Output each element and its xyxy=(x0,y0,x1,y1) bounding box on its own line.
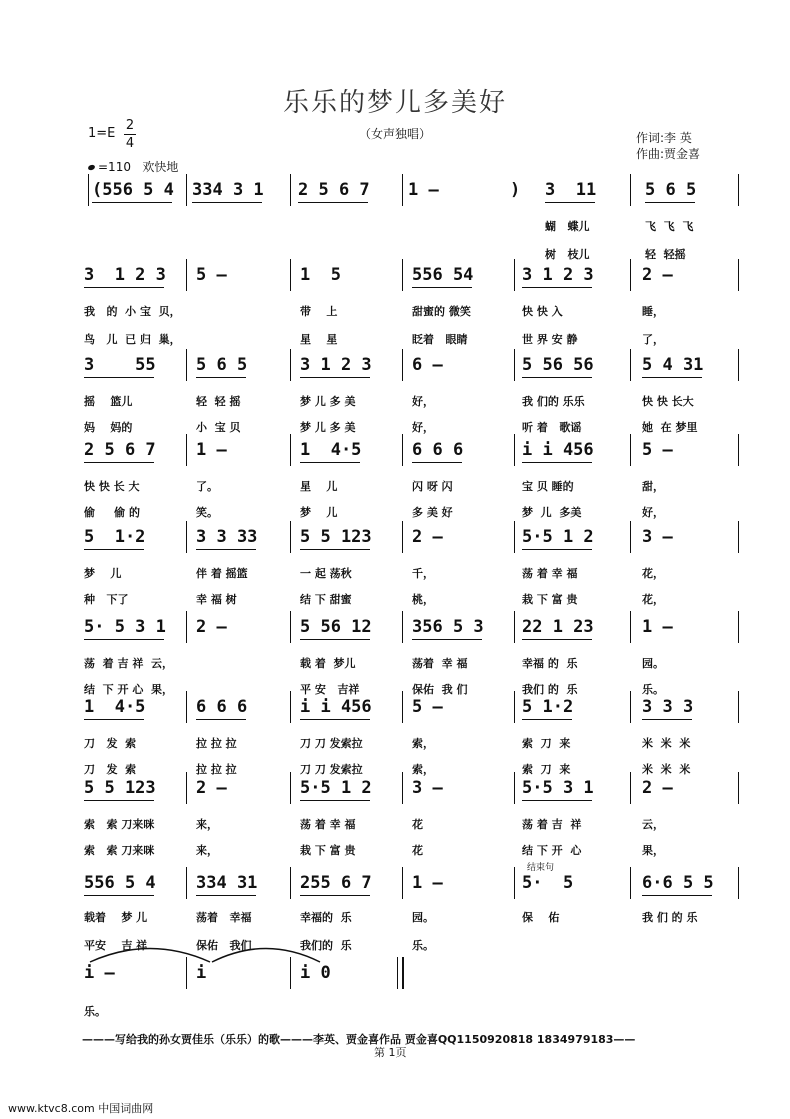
lyric-verse-1: 载着 梦 儿 xyxy=(84,911,148,924)
lyric-verse-2: 索， xyxy=(412,763,434,776)
measure-notes: 5 6 5 xyxy=(645,180,697,200)
lyric-verse-1: 甜， xyxy=(642,480,664,493)
measure-notes: 5 – xyxy=(642,440,673,460)
measure-notes: 6 – xyxy=(412,355,443,375)
lyric-verse-1: 快 快 长大 xyxy=(642,395,694,408)
lyric-verse-1: 索 索 刀来咪 xyxy=(84,818,155,831)
lyric-verse-2: 索 刀 来 xyxy=(522,763,571,776)
lyric-verse-1: 索， xyxy=(412,737,434,750)
lyric-verse-1: 园。 xyxy=(412,911,434,924)
lyric-verse-1: 米 米 米 xyxy=(642,737,691,750)
lyric-verse-2: 了， xyxy=(642,333,664,346)
measure-notes: 2 – xyxy=(196,617,227,637)
lyric-verse-2: 多 美 好 xyxy=(412,506,453,519)
lyric-verse-2: 栽 下 富 贵 xyxy=(522,593,578,606)
footer-credit: ———写给我的孙女贾佳乐（乐乐）的歌———李英、贾金喜作品 贾金喜QQ1150920818 1834979183—— xyxy=(82,1033,636,1046)
lyric-verse-2: 梦 儿 多 美 xyxy=(300,421,356,434)
measure-notes: 2 5 6 7 xyxy=(298,180,370,200)
measure-notes: i xyxy=(196,963,207,983)
measure-notes: 2 – xyxy=(196,778,227,798)
measure-notes: 5·5 1 2 xyxy=(300,778,372,798)
measure-notes: i i 456 xyxy=(522,440,594,460)
measure-notes: 2 5 6 7 xyxy=(84,440,156,460)
measure-notes: i 0 xyxy=(300,963,331,983)
lyric-verse-1: 梦 儿 xyxy=(84,567,122,580)
time-signature-top: 2 xyxy=(125,118,135,133)
lyric-verse-2: 栽 下 富 贵 xyxy=(300,844,356,857)
lyric-verse-1: 拉 拉 拉 xyxy=(196,737,237,750)
lyric-verse-1: 轻 轻 摇 xyxy=(196,395,241,408)
key-signature: 1=E xyxy=(88,126,116,141)
lyric-verse-2: 轻 轻摇 xyxy=(645,248,686,261)
lyric-verse-1: 荡 着 幸 福 xyxy=(522,567,578,580)
lyric-verse-2: 米 米 米 xyxy=(642,763,691,776)
lyric-verse-2: 我们 的 乐 xyxy=(522,683,578,696)
measure-notes: 5 1·2 xyxy=(522,697,574,717)
lyric-verse-1: 快 快 入 xyxy=(522,305,563,318)
tempo-value: =110 xyxy=(98,160,131,174)
final-lyric: 乐。 xyxy=(84,1005,106,1018)
lyric-verse-1: 刀 发 索 xyxy=(84,737,137,750)
lyric-verse-1: 星 儿 xyxy=(300,480,338,493)
measure-notes: 5 56 56 xyxy=(522,355,594,375)
lyric-verse-1: 幸福 的 乐 xyxy=(522,657,578,670)
song-title: 乐乐的梦儿多美好 xyxy=(282,88,507,118)
lyric-verse-1: 梦 儿 多 美 xyxy=(300,395,356,408)
measure-notes: 5·5 1 2 xyxy=(522,527,594,547)
measure-notes: 5 56 12 xyxy=(300,617,372,637)
measure-notes: 2 – xyxy=(642,778,673,798)
lyric-verse-2: 树 枝儿 xyxy=(545,248,590,261)
lyric-verse-1: 来， xyxy=(196,818,218,831)
tie-arc xyxy=(90,949,210,963)
lyric-verse-2: 笑。 xyxy=(196,506,218,519)
lyric-verse-1: 载 着 梦儿 xyxy=(300,657,356,670)
lyric-verse-2: 星 星 xyxy=(300,333,338,346)
lyric-verse-1: 荡着 幸 福 xyxy=(412,657,468,670)
lyric-verse-2: 鸟 儿 已 归 巢， xyxy=(84,333,181,346)
lyric-verse-2: 平 安 吉祥 xyxy=(300,683,360,696)
measure-notes: 5·5 3 1 xyxy=(522,778,594,798)
lyric-verse-2: 种 下了 xyxy=(84,593,129,606)
measure-notes: 5 – xyxy=(196,265,227,285)
lyric-verse-1: 保 佑 xyxy=(522,911,560,924)
measure-notes: 5· 5 xyxy=(522,873,574,893)
lyric-verse-1: 我 们的 乐乐 xyxy=(522,395,585,408)
lyric-verse-2: 花， xyxy=(642,593,664,606)
measure-notes: 5· 5 3 1 xyxy=(84,617,166,637)
measure-notes: 3 – xyxy=(642,527,673,547)
lyric-verse-2: 保佑 我 们 xyxy=(412,683,468,696)
measure-notes: 3 1 2 3 xyxy=(522,265,594,285)
tie-arc xyxy=(212,949,320,963)
measure-notes: 334 3 1 xyxy=(192,180,264,200)
lyric-verse-2: 听 着 歌谣 xyxy=(522,421,582,434)
lyric-verse-1: 千， xyxy=(412,567,434,580)
lyric-verse-1: 蝴 蝶儿 xyxy=(545,220,590,233)
lyric-verse-2: 平安 吉 祥 xyxy=(84,939,148,952)
measure-notes: 556 54 xyxy=(412,265,474,285)
measure-notes: 1 – xyxy=(196,440,227,460)
page-number: 第 1页 xyxy=(374,1046,407,1059)
measure-notes: 6 6 6 xyxy=(196,697,248,717)
lyricist-credit: 作词:李 英 xyxy=(636,131,692,145)
measure-notes: i – xyxy=(84,963,115,983)
lyric-verse-1: 一 起 荡秋 xyxy=(300,567,352,580)
lyric-verse-2: 保佑 我们 xyxy=(196,939,252,952)
lyric-verse-1: 了。 xyxy=(196,480,218,493)
lyric-verse-1: 闪 呀 闪 xyxy=(412,480,453,493)
lyric-verse-2: 花 xyxy=(412,844,423,857)
measure-notes: 6·6 5 5 xyxy=(642,873,714,893)
lyric-verse-1: 带 上 xyxy=(300,305,338,318)
lyric-verse-1: 荡着 幸福 xyxy=(196,911,252,924)
measure-notes: 1 – xyxy=(408,180,439,200)
lyric-verse-2: 世 界 安 静 xyxy=(522,333,578,346)
lyric-verse-2: 果， xyxy=(642,844,664,857)
composer-credit: 作曲:贾金喜 xyxy=(636,147,701,161)
lyric-verse-1: 荡 着 吉 祥 云， xyxy=(84,657,173,670)
lyric-verse-1: 索 刀 来 xyxy=(522,737,571,750)
measure-notes: 1 4·5 xyxy=(84,697,146,717)
lyric-verse-1: 荡 着 吉 祥 xyxy=(522,818,582,831)
measure-notes: i i 456 xyxy=(300,697,372,717)
lyric-verse-2: 乐。 xyxy=(642,683,664,696)
lyric-verse-2: 刀 发 索 xyxy=(84,763,137,776)
measure-notes: 556 5 4 xyxy=(84,873,156,893)
measure-notes: 3 – xyxy=(412,778,443,798)
measure-notes: 3 55 xyxy=(84,355,156,375)
lyric-verse-1: 云， xyxy=(642,818,664,831)
measure-notes: 3 1 2 3 xyxy=(84,265,166,285)
lyric-verse-2: 结 下 开 心 xyxy=(522,844,582,857)
lyric-verse-2: 小 宝 贝 xyxy=(196,421,241,434)
lyric-verse-1: 飞 飞 飞 xyxy=(645,220,694,233)
lyric-verse-1: 花， xyxy=(642,567,664,580)
measure-notes: 3 1 2 3 xyxy=(300,355,372,375)
measure-notes: 5 5 123 xyxy=(300,527,372,547)
site-watermark: www.ktvc8.com 中国词曲网 xyxy=(8,1102,154,1115)
song-subtitle: （女声独唱） xyxy=(358,127,431,141)
lyric-verse-2: 好， xyxy=(412,421,434,434)
lyric-verse-2: 索 索 刀来咪 xyxy=(84,844,155,857)
lyric-verse-1: 幸福的 乐 xyxy=(300,911,352,924)
lyric-verse-2: 梦 儿 xyxy=(300,506,338,519)
lyric-verse-2: 结 下 甜蜜 xyxy=(300,593,352,606)
lyric-verse-2: 刀 刀 发索拉 xyxy=(300,763,363,776)
lyric-verse-2: 幸 福 树 xyxy=(196,593,237,606)
lyric-verse-1: 摇 篮儿 xyxy=(84,395,133,408)
lyric-verse-2: 眨着 眼睛 xyxy=(412,333,468,346)
lyric-verse-2: 我们的 乐 xyxy=(300,939,352,952)
lyric-verse-1: 刀 刀 发索拉 xyxy=(300,737,363,750)
measure-notes: 1 – xyxy=(412,873,443,893)
measure-notes: 6 6 6 xyxy=(412,440,464,460)
measure-notes: 5 4 31 xyxy=(642,355,704,375)
lyric-verse-2: 桃， xyxy=(412,593,434,606)
lyric-verse-2: 好， xyxy=(642,506,664,519)
lyric-verse-2: 妈 妈的 xyxy=(84,421,133,434)
repeat-note: 结束句 xyxy=(527,863,555,873)
measure-notes: 5 1·2 xyxy=(84,527,146,547)
measure-notes: 1 5 xyxy=(300,265,341,285)
lyric-verse-2: 梦 儿 多美 xyxy=(522,506,582,519)
lyric-verse-1: 宝 贝 睡的 xyxy=(522,480,574,493)
measure-notes: 334 31 xyxy=(196,873,258,893)
measure-notes: (556 5 4 xyxy=(92,180,174,200)
measure-notes: 356 5 3 xyxy=(412,617,484,637)
measure-notes: 3 3 33 xyxy=(196,527,258,547)
lyric-verse-2: 拉 拉 拉 xyxy=(196,763,237,776)
measure-notes: 3 11 xyxy=(545,180,597,200)
tempo-word: 欢快地 xyxy=(142,160,179,174)
lyric-verse-1: 睡， xyxy=(642,305,664,318)
measure-notes: 3 3 3 xyxy=(642,697,694,717)
lyric-verse-1: 甜蜜的 微笑 xyxy=(412,305,471,318)
measure-notes: ) xyxy=(510,180,521,200)
lyric-verse-1: 荡 着 幸 福 xyxy=(300,818,356,831)
measure-notes: 2 – xyxy=(412,527,443,547)
lyric-verse-1: 好， xyxy=(412,395,434,408)
measure-notes: 1 4·5 xyxy=(300,440,362,460)
measure-notes: 2 – xyxy=(642,265,673,285)
measure-notes: 5 5 123 xyxy=(84,778,156,798)
lyric-verse-2: 来， xyxy=(196,844,218,857)
lyric-verse-1: 快 快 长 大 xyxy=(84,480,140,493)
lyric-verse-2: 乐。 xyxy=(412,939,434,952)
time-signature-bottom: 4 xyxy=(125,136,135,151)
lyric-verse-1: 花 xyxy=(412,818,423,831)
lyric-verse-1: 我 们 的 乐 xyxy=(642,911,698,924)
lyric-verse-1: 园。 xyxy=(642,657,664,670)
lyric-verse-2: 偷 偷 的 xyxy=(84,506,140,519)
measure-notes: 5 6 5 xyxy=(196,355,248,375)
lyric-verse-2: 结 下 开 心 果， xyxy=(84,683,173,696)
lyric-verse-1: 我 的 小 宝 贝， xyxy=(84,305,181,318)
measure-notes: 5 – xyxy=(412,697,443,717)
lyric-verse-1: 伴 着 摇篮 xyxy=(196,567,248,580)
measure-notes: 22 1 23 xyxy=(522,617,594,637)
lyric-verse-2: 她 在 梦里 xyxy=(642,421,698,434)
measure-notes: 1 – xyxy=(642,617,673,637)
measure-notes: 255 6 7 xyxy=(300,873,372,893)
